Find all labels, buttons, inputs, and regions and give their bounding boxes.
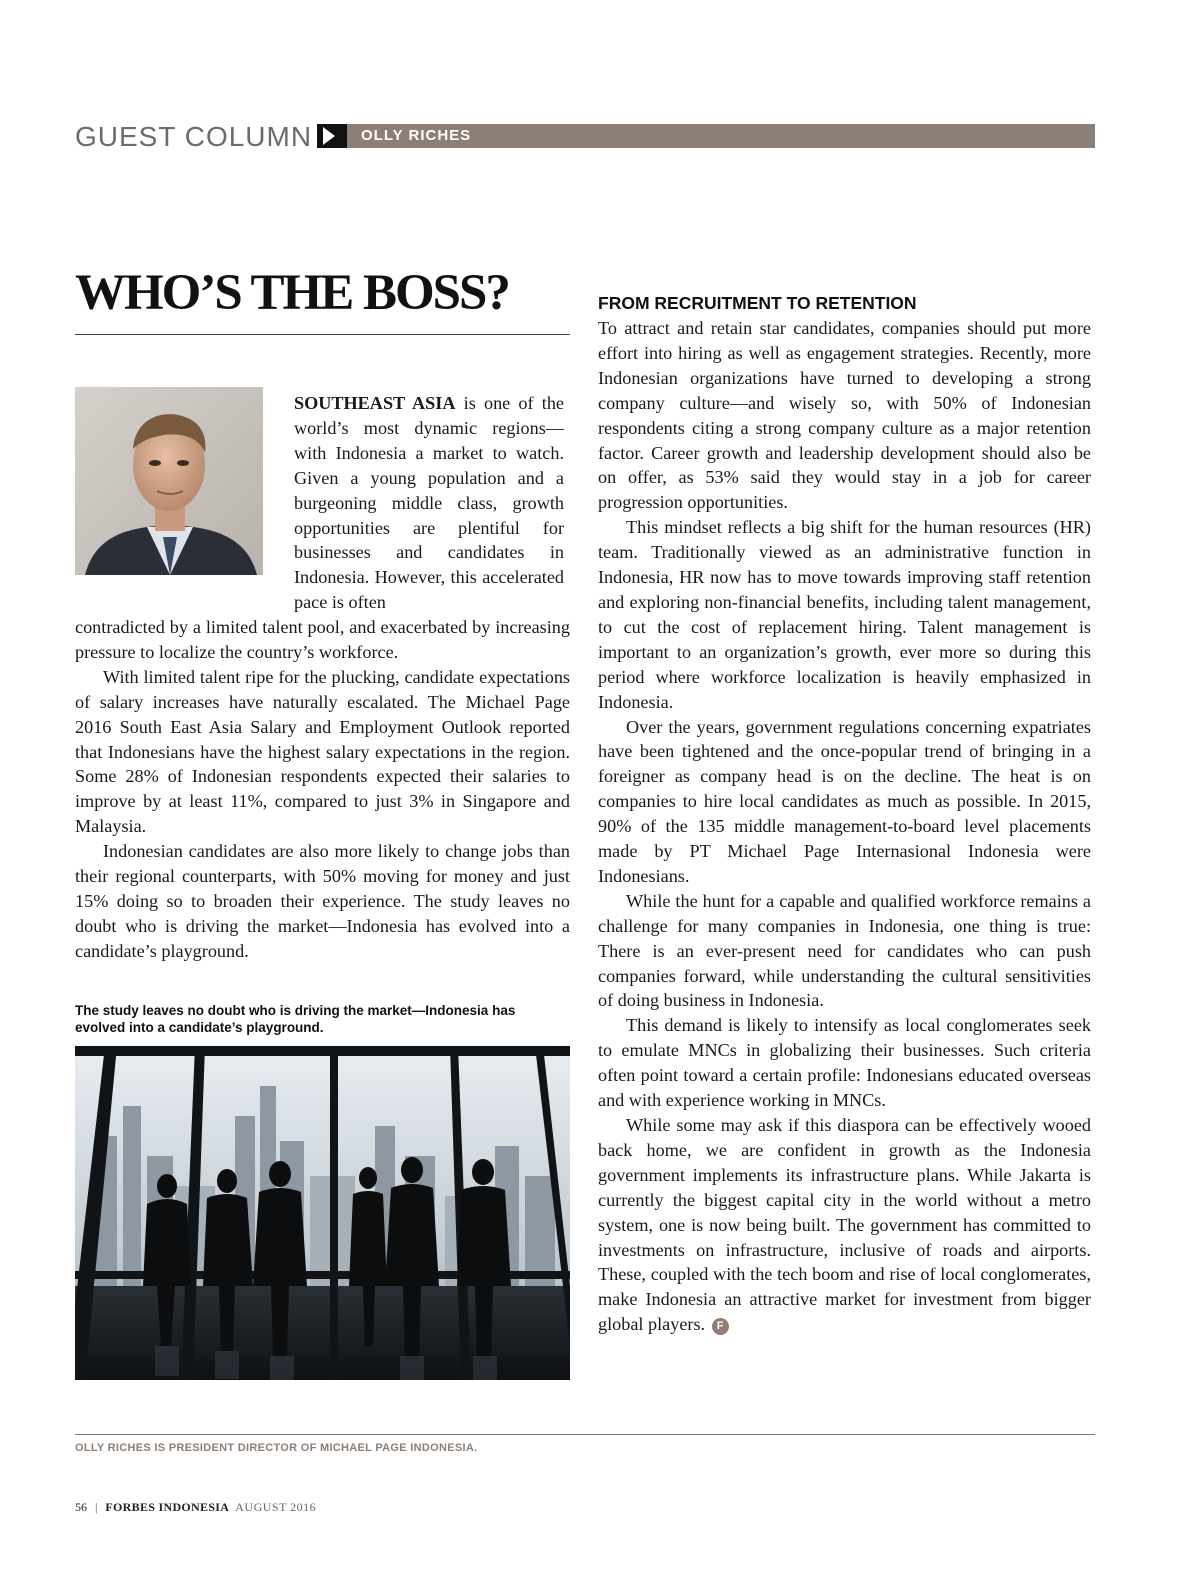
page-number: 56 — [75, 1500, 87, 1514]
section-header — [75, 120, 1095, 154]
body-paragraph: Indonesian candidates are also more likely to change jobs than their regional counterparts, with 50% moving for money and just 15% doing so to broaden their experience. The study leaves no doubt who is driving the market—Indonesia has evolved into a candidate’s playground. — [75, 841, 570, 961]
lead-text: is one of the world’s most dynamic regions—with Indonesia a market to watch. Given a young population and a burgeoning middle class, growth opportunities are plentiful for businesses and candidates in Indonesia. However, this accelerated pace is often — [294, 393, 564, 613]
body-paragraph: While the hunt for a capable and qualified workforce remains a challenge for many companies in Indonesia, one thing is true: There is an ever-present need for candidates who can push companies forward, while understanding the cultural sensitivities of doing business in Indonesia. — [598, 890, 1091, 1011]
body-paragraph: With limited talent ripe for the plucking, candidate expectations of salary increases have naturally escalated. The Michael Page 2016 South East Asia Salary and Employment Outlook reported that Indonesians have the highest salary expectations in the region. Some 28% of Indonesian respondents expected their salaries to improve by at least 11%, compared to just 3% in Singapore and Malaysia. — [75, 666, 570, 837]
body-paragraph: While some may ask if this diaspora can be effectively wooed back home, we are confident in growth as the Indonesia government implements its infrastructure plans. While Jakarta is currently the biggest capital city in the world without a metro system, one is now being built. The government has committed to investments on infrastructure, inclusive of roads and airports. These, coupled with the tech boom and rise of local conglomerates, make Indonesia an attractive market for investment from bigger global players. — [598, 1115, 1091, 1335]
page-folio — [75, 1500, 316, 1515]
publication-name: FORBES INDONESIA — [105, 1500, 230, 1514]
lead-paragraph — [294, 391, 564, 615]
right-column — [598, 316, 1091, 1337]
section-subhead: FROM RECRUITMENT TO RETENTION — [598, 293, 917, 313]
body-paragraph: This demand is likely to intensify as local conglomerates seek to emulate MNCs in globalizing their businesses. Such criteria often point toward a certain profile: Indonesians educated overseas and with experience working in MNCs. — [598, 1015, 1091, 1111]
folio-separator: | — [95, 1500, 98, 1514]
lead-continued: contradicted by a limited talent pool, and exacerbated by increasing pressure to localize the country’s workforce. — [75, 617, 570, 662]
business-people-photo — [75, 1046, 570, 1380]
body-paragraph: Over the years, government regulations concerning expatriates have been tightened and the once-popular trend of bringing in a foreigner as company head is on the decline. The heat is on companies to hire local candidates as much as possible. In 2015, 90% of the 135 middle management-to-board level placements made by PT Michael Page Internasional Indonesia were Indonesians. — [598, 716, 1091, 886]
footer-divider — [75, 1434, 1095, 1435]
article-headline: WHO’S THE BOSS? — [75, 265, 509, 321]
lead-kicker: SOUTHEAST ASIA — [294, 393, 456, 413]
author-portrait — [75, 387, 263, 575]
forbes-end-mark-icon: F — [712, 1318, 729, 1335]
arrow-marker-icon — [317, 124, 347, 148]
headline-divider — [75, 334, 570, 335]
issue-date: AUGUST 2016 — [235, 1500, 317, 1514]
body-paragraph: To attract and retain star candidates, companies should put more effort into hiring as well as engagement strategies. Recently, more Indonesian organizations have turned to developing a strong company culture—and wisely so, with 50% of Indonesian respondents citing a strong company culture as a major retention factor. Career growth and leadership development should also be on offer, as 53% said they would stay in a job for career progression opportunities. — [598, 318, 1091, 513]
body-paragraph: This mindset reflects a big shift for the human resources (HR) team. Traditionally viewed as an administrative function in Indonesia, HR now has to move towards improving staff retention and exploring non-financial benefits, including talent management, to cut the cost of replacement hiring. Talent management is important to an organization’s growth, ever more so during this period where workforce localization is heavily emphasized in Indonesia. — [598, 517, 1091, 712]
section-label: GUEST COLUMN — [75, 121, 313, 152]
author-bio: OLLY RICHES IS PRESIDENT DIRECTOR OF MICHAEL PAGE INDONESIA. — [75, 1442, 478, 1454]
left-column — [75, 615, 570, 964]
photo-caption: The study leaves no doubt who is driving the market—Indonesia has evolved into a candidate’s playground. — [75, 1003, 516, 1035]
author-banner: OLLY RICHES — [347, 124, 1095, 148]
